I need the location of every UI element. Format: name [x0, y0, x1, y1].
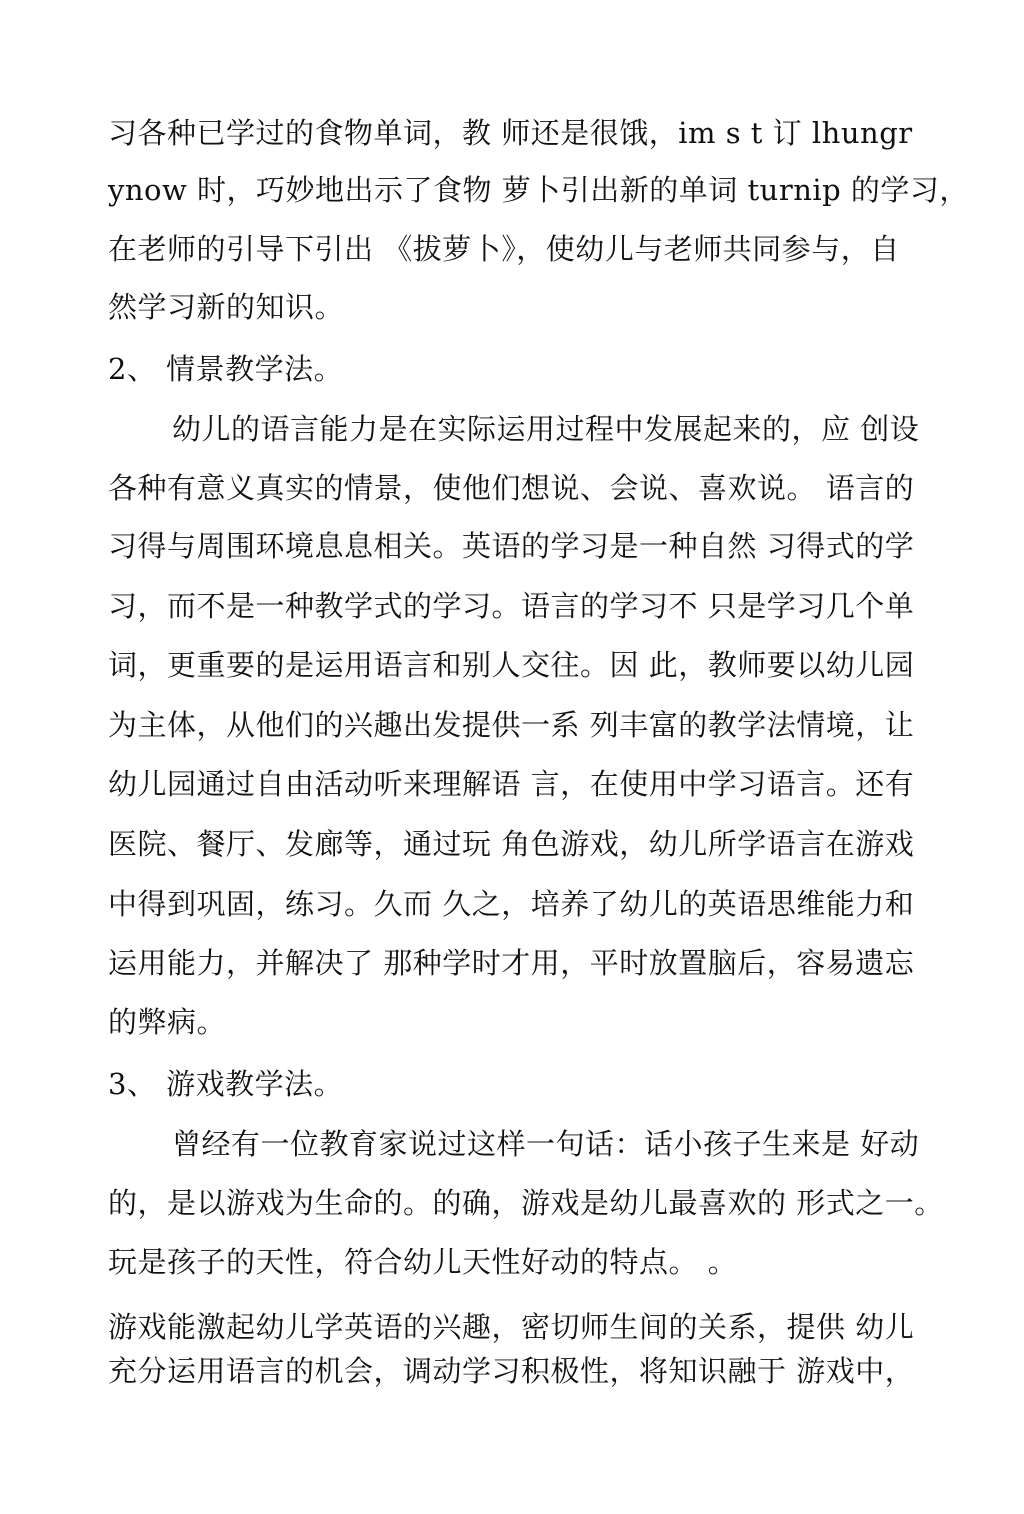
- text-line: 习各种已学过的食物单词，教 师还是很饿，im s t 订 lhungr: [108, 116, 913, 150]
- section-heading: 3、 游戏教学法。: [108, 1067, 344, 1101]
- text-line: ynow 时，巧妙地出示了食物 萝卜引出新的单词 turnip 的学习，: [108, 173, 969, 207]
- text-line: 幼儿的语言能力是在实际运用过程中发展起来的，应 创设: [172, 412, 920, 446]
- text-line: 玩是孩子的天性，符合幼儿天性好动的特点。 。: [108, 1245, 738, 1279]
- text-line: 游戏能激起幼儿学英语的兴趣，密切师生间的关系，提供 幼儿: [108, 1310, 915, 1344]
- text-line: 各种有意义真实的情景，使他们想说、会说、喜欢说。 语言的: [108, 471, 915, 505]
- text-line: 医院、餐厅、发廊等，通过玩 角色游戏，幼儿所学语言在游戏: [108, 827, 915, 861]
- text-line: 幼儿园通过自由活动听来理解语 言，在使用中学习语言。还有: [108, 767, 915, 801]
- text-line: 运用能力，并解决了 那种学时才用，平时放置脑后，容易遗忘: [108, 946, 915, 980]
- text-line: 中得到巩固，练习。久而 久之，培养了幼儿的英语思维能力和: [108, 887, 915, 921]
- text-line: 的弊病。: [108, 1005, 227, 1039]
- text-line: 充分运用语言的机会，调动学习积极性，将知识融于 游戏中，: [108, 1354, 915, 1388]
- section-heading: 2、 情景教学法。: [108, 352, 344, 386]
- text-line: 词，更重要的是运用语言和别人交往。因 此，教师要以幼儿园: [108, 648, 915, 682]
- text-line: 然学习新的知识。: [108, 290, 345, 324]
- text-line: 曾经有一位教育家说过这样一句话：话小孩子生来是 好动: [172, 1127, 920, 1161]
- text-line: 在老师的引导下引出 《拔萝卜》，使幼儿与老师共同参与，自: [108, 232, 900, 266]
- text-line: 习，而不是一种教学式的学习。语言的学习不 只是学习几个单: [108, 589, 915, 623]
- text-line: 习得与周围环境息息相关。英语的学习是一种自然 习得式的学: [108, 529, 915, 563]
- text-line: 为主体，从他们的兴趣出发提供一系 列丰富的教学法情境，让: [108, 708, 915, 742]
- text-line: 的，是以游戏为生命的。的确，游戏是幼儿最喜欢的 形式之一。: [108, 1186, 944, 1220]
